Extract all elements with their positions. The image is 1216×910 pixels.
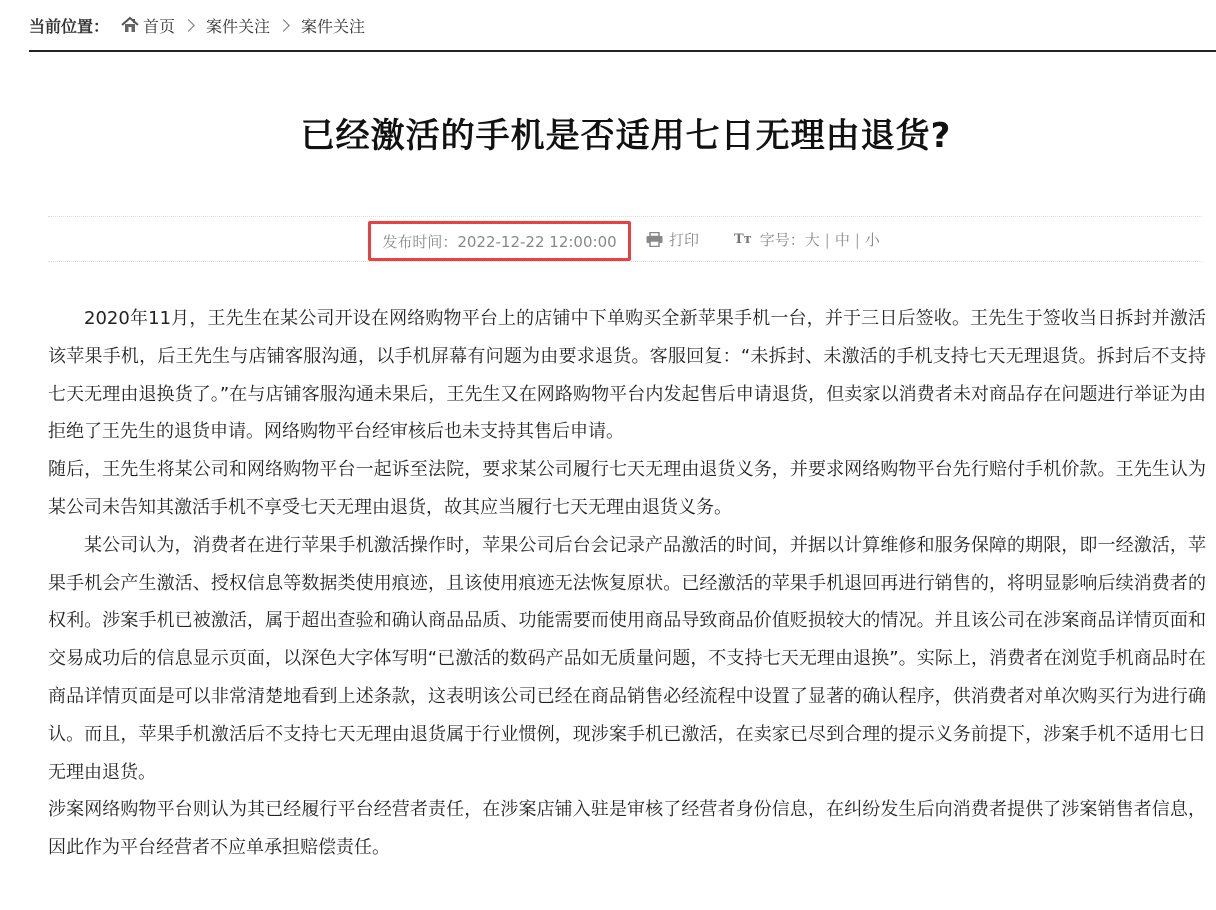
font-size-control bbox=[734, 229, 880, 250]
article-paragraph: 涉案网络购物平台则认为其已经履行平台经营者责任，在涉案店铺入驻是审核了经营者身份信息，在纠纷发生后向消费者提供了涉案销售者信息，因此作为平台经营者不应单承担赔偿责任。 bbox=[48, 799, 1206, 859]
chevron-right-icon bbox=[182, 19, 195, 32]
font-size-large[interactable]: 大 bbox=[804, 231, 820, 249]
print-label: 打印 bbox=[669, 231, 700, 249]
divider: | bbox=[824, 230, 830, 249]
breadcrumb-home-link[interactable]: 首页 bbox=[143, 16, 176, 36]
breadcrumb-case-focus-link[interactable]: 案件关注 bbox=[206, 16, 271, 36]
text-size-icon: Tт bbox=[734, 232, 752, 247]
article-title: 已经激活的手机是否适用七日无理由退货? bbox=[300, 116, 952, 156]
article-paragraph: 随后，王先生将某公司和网络购物平台一起诉至法院，要求某公司履行七天无理由退货义务，并要求网络购物平台先行赔付手机价款。王先生认为某公司未告知其激活手机不享受七天无理由退货，故其应当履行七天无理由退货义务。 bbox=[48, 459, 1206, 518]
print-button[interactable] bbox=[646, 229, 699, 250]
breadcrumb-label: 当前位置： bbox=[29, 16, 110, 36]
breadcrumb bbox=[29, 0, 1216, 52]
font-size-small[interactable]: 小 bbox=[864, 231, 880, 249]
font-size-label: 字号： bbox=[759, 231, 805, 249]
breadcrumb-current[interactable]: 案件关注 bbox=[301, 16, 366, 36]
article-meta-bar bbox=[48, 216, 1202, 262]
article-paragraph: 2020年11月，王先生在某公司开设在网络购物平台上的店铺中下单购买全新苹果手机一台，并于三日后签收。王先生于签收当日拆封并激活该苹果手机，后王先生与店铺客服沟通，以手机屏幕有问题为由要求退货。客服回复：“未拆封、未激活的手机支持七天无理退货。拆封后不支持七天无理由退换货了。”在与店铺客服沟通未果后，王先生又在网路购物平台内发起售后申请退货，但卖家以消费者未对商品存在问题进行举证为由拒绝了王先生的退货申请。网络购物平台经审核后也未支持其售后申请。 bbox=[48, 308, 1206, 443]
divider: | bbox=[854, 230, 860, 249]
font-size-medium[interactable]: 中 bbox=[834, 231, 850, 249]
printer-icon bbox=[646, 232, 663, 247]
publish-time: 发布时间：2022-12-22 12:00:00 bbox=[368, 221, 631, 261]
home-icon[interactable] bbox=[121, 16, 139, 34]
article-paragraph: 某公司认为，消费者在进行苹果手机激活操作时，苹果公司后台会记录产品激活的时间，并据以计算维修和服务保障的期限，即一经激活，苹果手机会产生激活、授权信息等数据类使用痕迹，且该使用痕迹无法恢复原状。已经激活的苹果手机退回再进行销售的，将明显影响后续消费者的权利。涉案手机已被激活，属于超出查验和确认商品品质、功能需要而使用商品导致商品价值贬损较大的情况。并且该公司在涉案商品详情页面和交易成功后的信息显示页面，以深色大字体写明“已激活的数码产品如无质量问题，不支持七天无理由退换”。实际上，消费者在浏览手机商品时在商品详情页面是可以非常清楚地看到上述条款，这表明该公司已经在商品销售必经流程中设置了显著的确认程序，供消费者对单次购买行为进行确认。而且，苹果手机激活后不支持七天无理由退货属于行业惯例，现涉案手机已激活，在卖家已尽到合理的提示义务前提下，涉案手机不适用七日无理由退货。 bbox=[48, 534, 1206, 783]
article-body bbox=[48, 300, 1206, 867]
chevron-right-icon bbox=[277, 19, 290, 32]
